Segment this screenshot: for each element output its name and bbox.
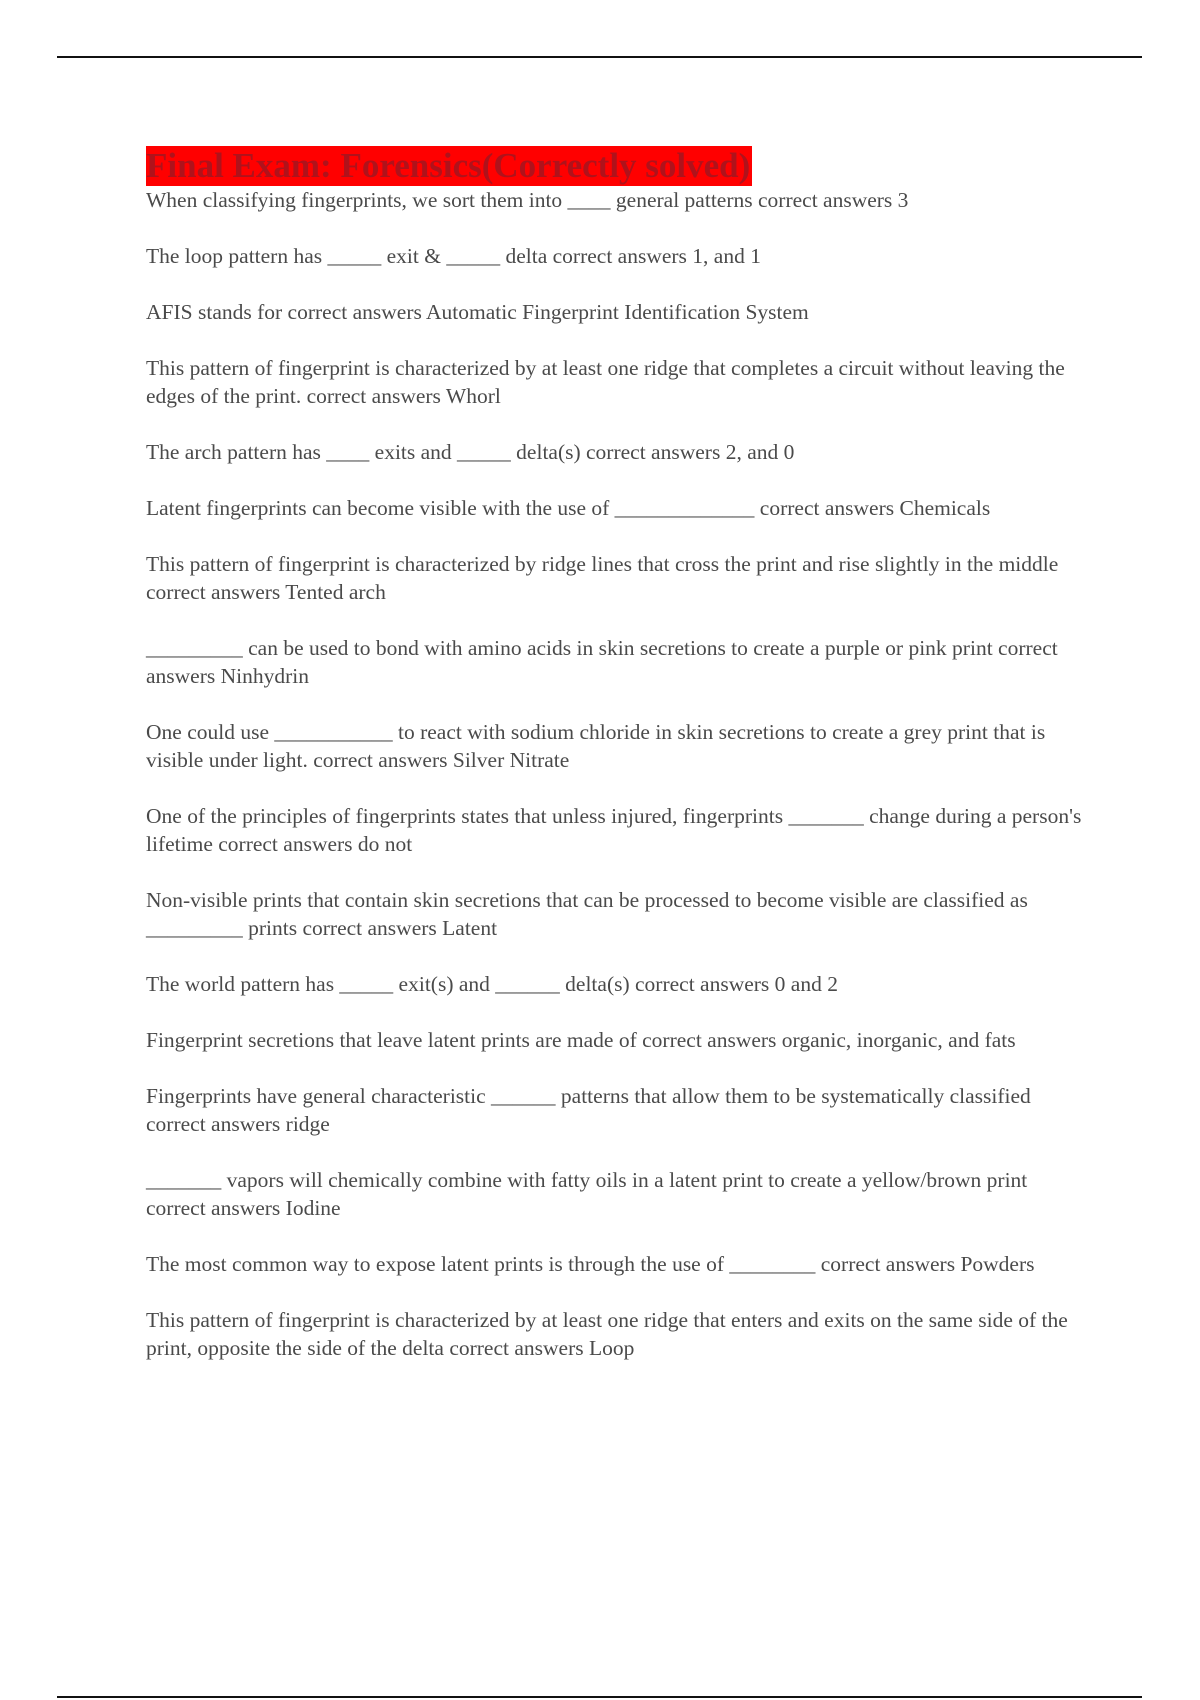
question-item: The world pattern has _____ exit(s) and ______ delta(s) correct answers 0 and 2 <box>146 972 838 996</box>
question-item: Latent fingerprints can become visible with the use of _____________ correct answers Chemicals <box>146 496 991 520</box>
question-item: The most common way to expose latent prints is through the use of ________ correct answers Powders <box>146 1252 1035 1276</box>
question-item: AFIS stands for correct answers Automatic Fingerprint Identification System <box>146 300 809 324</box>
question-item: This pattern of fingerprint is characterized by ridge lines that cross the print and rise slightly in the middle correct answers Tented arch <box>146 552 1059 604</box>
question-item: The loop pattern has _____ exit & _____ delta correct answers 1, and 1 <box>146 244 761 268</box>
question-item: The arch pattern has ____ exits and _____ delta(s) correct answers 2, and 0 <box>146 440 795 464</box>
question-item: This pattern of fingerprint is characterized by at least one ridge that enters and exits on the same side of the print, opposite the side of the delta correct answers Loop <box>146 1308 1068 1360</box>
question-item: _________ can be used to bond with amino acids in skin secretions to create a purple or pink print correct answers Ninhydrin <box>146 636 1058 688</box>
document-body <box>146 146 1086 1390</box>
question-item: When classifying fingerprints, we sort them into ____ general patterns correct answers 3 <box>146 188 909 212</box>
question-item: This pattern of fingerprint is characterized by at least one ridge that completes a circuit without leaving the edges of the print. correct answers Whorl <box>146 356 1065 408</box>
question-item: Fingerprint secretions that leave latent prints are made of correct answers organic, inorganic, and fats <box>146 1028 1016 1052</box>
title-wrapper <box>146 146 1086 186</box>
question-item: One of the principles of fingerprints states that unless injured, fingerprints _______ change during a person's lifetime correct answers do not <box>146 804 1082 856</box>
question-item: One could use ___________ to react with sodium chloride in skin secretions to create a grey print that is visible under light. correct answers Silver Nitrate <box>146 720 1046 772</box>
bottom-rule <box>57 1696 1142 1698</box>
document-title: Final Exam: Forensics(Correctly solved) <box>146 146 751 185</box>
question-item: Non-visible prints that contain skin secretions that can be processed to become visible are classified as _________ prints correct answers Latent <box>146 888 1028 940</box>
question-list <box>146 186 1086 1362</box>
question-item: _______ vapors will chemically combine with fatty oils in a latent print to create a yellow/brown print correct answers Iodine <box>146 1168 1028 1220</box>
question-item: Fingerprints have general characteristic ______ patterns that allow them to be systematically classified correct answers ridge <box>146 1084 1031 1136</box>
top-rule <box>57 56 1142 58</box>
